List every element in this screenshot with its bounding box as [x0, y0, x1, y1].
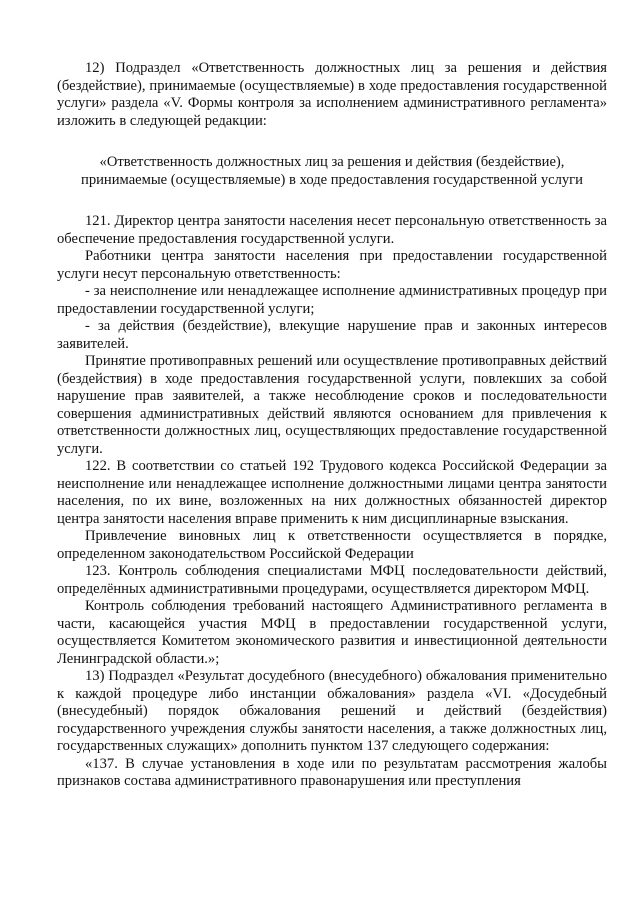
paragraph-workers: Работники центра занятости населения при предоставлении государственной услуги несут персональную ответственность: — [57, 248, 607, 282]
document-page — [57, 60, 607, 791]
paragraph-137: «137. В случае установления в ходе или по результатам рассмотрения жалобы признаков состава административного правонарушения или преступления — [57, 755, 607, 789]
paragraph-121: 121. Директор центра занятости населения несет персональную ответственность за обеспечение предоставления государственной услуги. — [57, 213, 607, 247]
list-item-actions: - за действия (бездействие), влекущие нарушение прав и законных интересов заявителей. — [57, 318, 607, 352]
paragraph-12: 12) Подраздел «Ответственность должностных лиц за решения и действия (бездействие), принимаемые (осуществляемые) в ходе предоставления государственной услуги» раздела «V. Формы контроля за исполнением административного регламента» изложить в следующей редакции: — [57, 60, 607, 129]
list-item-nonperformance: - за неисполнение или ненадлежащее исполнение административных процедур при предоставлении государственной услуги; — [57, 283, 607, 317]
paragraph-13: 13) Подраздел «Результат досудебного (внесудебного) обжалования применительно к каждой процедуре либо инстанции обжалования» раздела «VI. «Досудебный (внесудебный) порядок обжалования решений и действий (бездействия) государственного учреждения службы занятости населения, а также должностных лиц, государственных служащих» дополнить пунктом 137 следующего содержания: — [57, 668, 607, 754]
paragraph-123: 123. Контроль соблюдения специалистами МФЦ последовательности действий, определённых административными процедурами, осуществляется директором МФЦ. — [57, 563, 607, 597]
paragraph-liability: Привлечение виновных лиц к ответственности осуществляется в порядке, определенном законодательством Российской Федерации — [57, 528, 607, 562]
paragraph-unlawful-decisions: Принятие противоправных решений или осуществление противоправных действий (бездействия) в ходе предоставления государственной услуги, повлекших за собой нарушение прав заявителей, а также несоблюдение сроков и последовательности совершения административных действий являются основанием для привлечения к ответственности должностных лиц, осуществляющих предоставление государственной услуги. — [57, 353, 607, 457]
section-heading: «Ответственность должностных лиц за решения и действия (бездействие), принимаемые (осуществляемые) в ходе предоставления государственной услуги — [81, 154, 583, 188]
paragraph-122: 122. В соответствии со статьей 192 Трудового кодекса Российской Федерации за неисполнение или ненадлежащее исполнение должностными лицами центра занятости населения, по их вине, возложенных на них должностных обязанностей директор центра занятости населения вправе применить к ним дисциплинарные взыскания. — [57, 458, 607, 527]
paragraph-control: Контроль соблюдения требований настоящего Административного регламента в части, касающейся участия МФЦ в предоставлении государственной услуги, осуществляется Комитетом экономического развития и инвестиционной деятельности Ленинградской области.»; — [57, 598, 607, 667]
